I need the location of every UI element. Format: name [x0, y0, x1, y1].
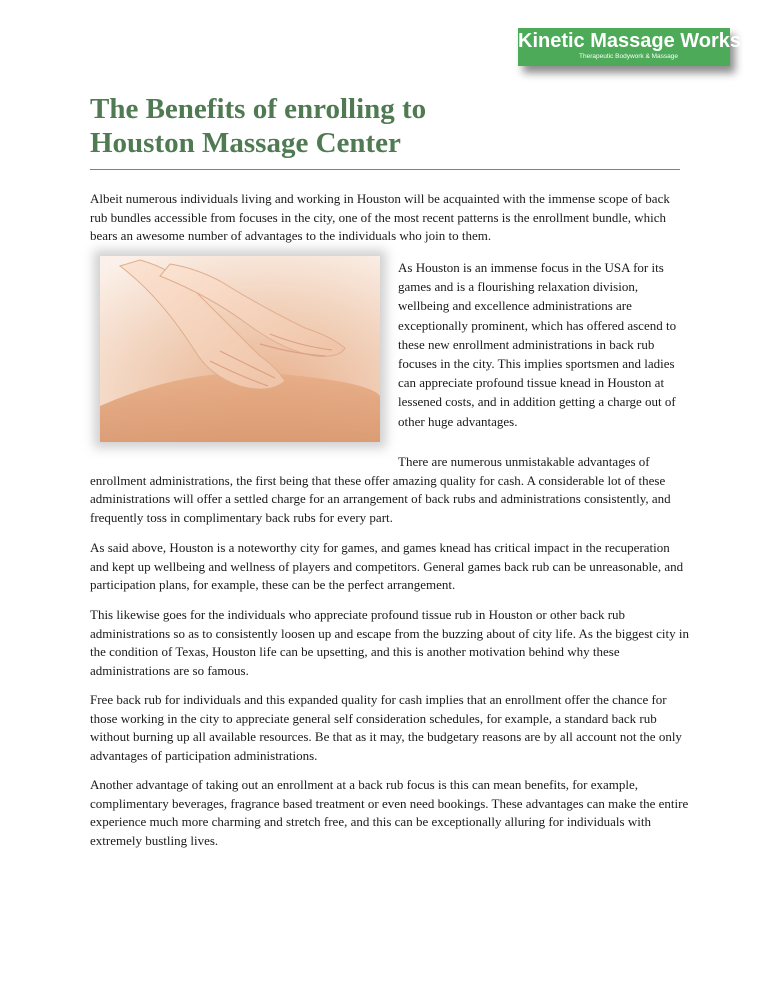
title-line-2: Houston Massage Center — [90, 127, 401, 159]
advantages-lead: There are numerous unmistakable advantages of — [398, 454, 650, 469]
title-divider — [90, 169, 680, 170]
tissue-paragraph: This likewise goes for the individuals who appreciate profound tissue rub in Houston or other back rub administrations so as to consistently loosen up and escape from the buzzing about of city life. As the biggest city in the condition of Texas, Houston life can be upsetting, and this is another motivation behind why these administrations are so famous. — [90, 607, 689, 678]
massage-photo — [100, 256, 380, 442]
logo-tagline: Therapeutic Bodywork & Massage — [579, 53, 678, 60]
free-paragraph: Free back rub for individuals and this expanded quality for cash implies that an enrollment offer the chance for those working in the city to appreciate general self consideration schedules, for example, a standard back rub without burning up all available resources. Be that as it may, the budgetary reasons are by all account not the only advantages of participation administrations. — [90, 692, 682, 763]
title-line-1: The Benefits of enrolling to — [90, 93, 427, 125]
another-paragraph: Another advantage of taking out an enrollment at a back rub focus is this can mean benefits, for example, complimentary beverages, fragrance based treatment or even need bookings. These advantages can make the entire experience much more charming and stretch free, and this can be exceptionally alluring for individuals with extremely bustling lives. — [90, 777, 689, 848]
massage-hands-illustration — [100, 256, 380, 442]
brand-logo — [518, 28, 742, 66]
logo-title: Kinetic Massage Works — [518, 30, 742, 52]
intro-paragraph: Albeit numerous individuals living and working in Houston will be acquainted with the immense scope of back rub bundles accessible from focuses in the city, one of the most recent patterns is the enrollment bundle, which bears an awesome number of advantages to the individuals who join to them. — [90, 191, 670, 243]
advantages-paragraph — [90, 453, 690, 527]
side-paragraph: As Houston is an immense focus in the USA for its games and is a flourishing relaxation division, wellbeing and excellence administrations are exceptionally prominent, which has offered ascend to these new enrollment administrations in back rub focuses in the city. This implies sportsmen and ladies can appreciate profound tissue knead in Houston at lessened costs, and in addition getting a charge out of other huge advantages. — [398, 260, 677, 429]
advantages-rest: enrollment administrations, the first being that these offer amazing quality for cash. A considerable lot of these administrations will offer a settled charge for an arrangement of back rubs and administrations consistently, and frequently toss in complimentary back rubs for every part. — [90, 472, 671, 525]
article-title — [90, 92, 690, 160]
games-paragraph: As said above, Houston is a noteworthy city for games, and games knead has critical impact in the recuperation and kept up wellbeing and wellness of players and competitors. General games back rub can be unreasonable, and participation plans, for example, these can be the perfect arrangement. — [90, 540, 684, 592]
